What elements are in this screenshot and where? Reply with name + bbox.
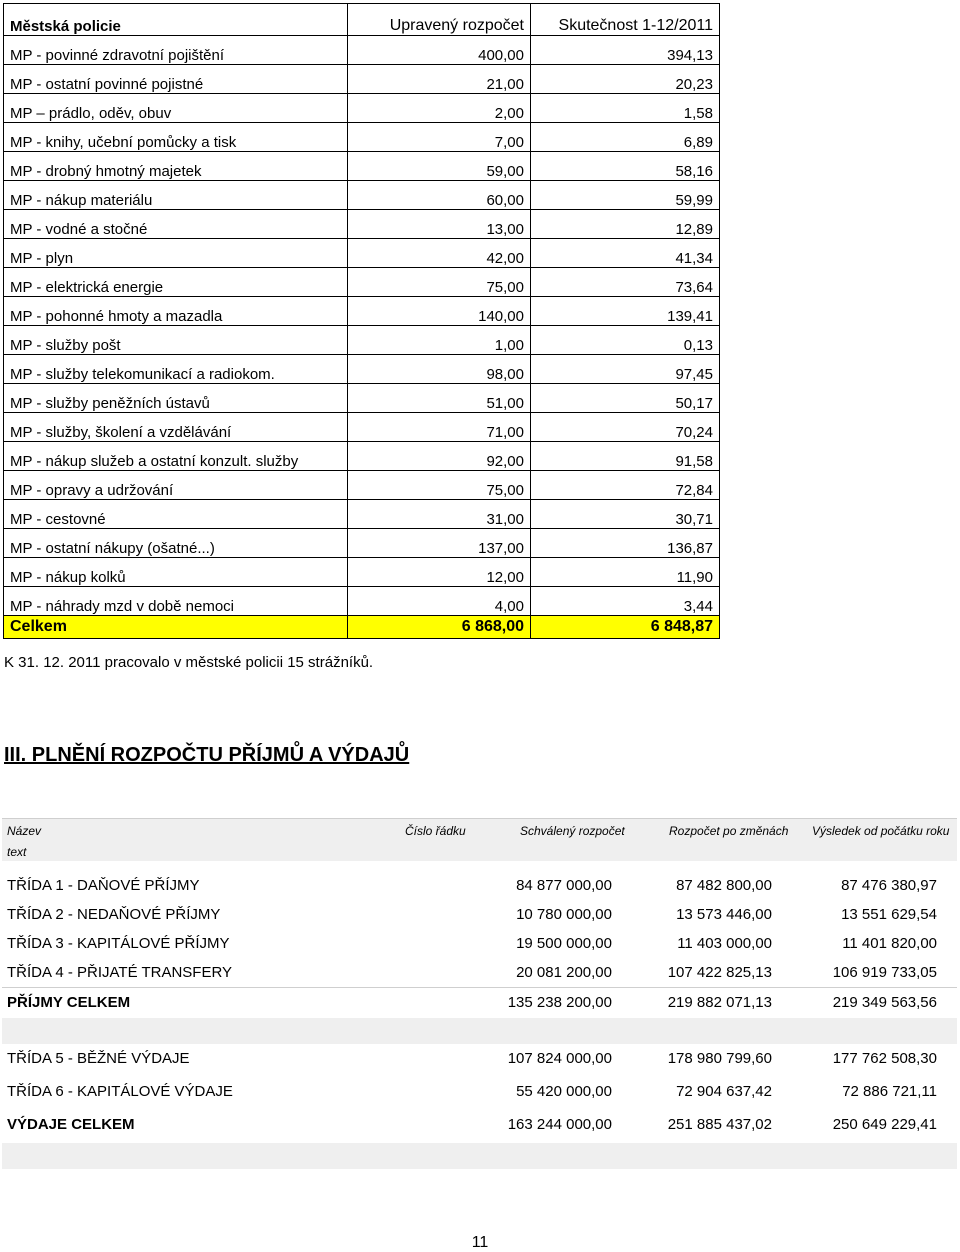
result-value: 106 919 733,05 xyxy=(832,964,937,981)
item-label: MP - nákup materiálu xyxy=(4,181,348,210)
col-approved: Schválený rozpočet xyxy=(520,824,625,838)
approved-value: 20 081 200,00 xyxy=(516,964,612,981)
table-row xyxy=(4,268,720,297)
row-label: TŘÍDA 3 - KAPITÁLOVÉ PŘÍJMY xyxy=(7,935,230,952)
list-item xyxy=(2,871,957,900)
result-value: 177 762 508,30 xyxy=(832,1050,937,1067)
table-row xyxy=(4,442,720,471)
budget-value: 1,00 xyxy=(348,326,531,355)
actual-value: 0,13 xyxy=(531,326,720,355)
item-label: MP - pohonné hmoty a mazadla xyxy=(4,297,348,326)
row-label: TŘÍDA 5 - BĚŽNÉ VÝDAJE xyxy=(7,1050,190,1067)
list-item xyxy=(2,1044,957,1077)
item-label: MP - náhrady mzd v době nemoci xyxy=(4,587,348,616)
approved-value: 84 877 000,00 xyxy=(516,877,612,894)
after-changes-value: 13 573 446,00 xyxy=(676,906,772,923)
budget-value: 12,00 xyxy=(348,558,531,587)
table-row xyxy=(4,36,720,65)
col-name: Název xyxy=(7,824,42,838)
table-row xyxy=(4,152,720,181)
table-row xyxy=(4,500,720,529)
table-row xyxy=(4,355,720,384)
actual-value: 6 848,87 xyxy=(531,616,720,639)
budget-value: 137,00 xyxy=(348,529,531,558)
actual-value: 139,41 xyxy=(531,297,720,326)
item-label: MP - plyn xyxy=(4,239,348,268)
actual-value: 50,17 xyxy=(531,384,720,413)
after-changes-value: 11 403 000,00 xyxy=(677,935,772,952)
income-rows xyxy=(2,871,957,987)
budget-value: 92,00 xyxy=(348,442,531,471)
budget-value: 51,00 xyxy=(348,384,531,413)
police-budget-table xyxy=(3,3,720,639)
row-label: VÝDAJE CELKEM xyxy=(7,1116,135,1133)
col-after-changes: Rozpočet po změnách xyxy=(669,824,789,838)
result-value: 87 476 380,97 xyxy=(841,877,937,894)
item-label: MP - drobný hmotný majetek xyxy=(4,152,348,181)
table-row xyxy=(4,529,720,558)
item-label: MP - služby peněžních ústavů xyxy=(4,384,348,413)
table-row xyxy=(4,297,720,326)
table-row xyxy=(4,239,720,268)
row-label: TŘÍDA 6 - KAPITÁLOVÉ VÝDAJE xyxy=(7,1083,233,1100)
item-label: MP - opravy a udržování xyxy=(4,471,348,500)
item-label: MP - elektrická energie xyxy=(4,268,348,297)
budget-report xyxy=(2,818,957,1169)
actual-value: Skutečnost 1-12/2011 xyxy=(531,4,720,36)
actual-value: 91,58 xyxy=(531,442,720,471)
table-row xyxy=(4,123,720,152)
actual-value: 6,89 xyxy=(531,123,720,152)
budget-value: 2,00 xyxy=(348,94,531,123)
actual-value: 1,58 xyxy=(531,94,720,123)
item-label: MP – prádlo, oděv, obuv xyxy=(4,94,348,123)
actual-value: 30,71 xyxy=(531,500,720,529)
budget-value: 60,00 xyxy=(348,181,531,210)
budget-value: 59,00 xyxy=(348,152,531,181)
after-changes-value: 72 904 637,42 xyxy=(676,1083,772,1100)
result-value: 72 886 721,11 xyxy=(842,1083,937,1100)
item-label: MP - vodné a stočné xyxy=(4,210,348,239)
budget-value: 400,00 xyxy=(348,36,531,65)
after-changes-value: 107 422 825,13 xyxy=(667,964,772,981)
approved-value: 107 824 000,00 xyxy=(507,1050,612,1067)
after-changes-value: 87 482 800,00 xyxy=(676,877,772,894)
budget-value: Upravený rozpočet xyxy=(348,4,531,36)
budget-value: 42,00 xyxy=(348,239,531,268)
approved-value: 135 238 200,00 xyxy=(507,994,612,1011)
item-label: MP - ostatní povinné pojistné xyxy=(4,65,348,94)
row-label: TŘÍDA 1 - DAŇOVÉ PŘÍJMY xyxy=(7,877,200,894)
budget-value: 7,00 xyxy=(348,123,531,152)
item-label: MP - služby, školení a vzdělávání xyxy=(4,413,348,442)
staff-note: K 31. 12. 2011 pracovalo v městské policii 15 strážníků. xyxy=(4,654,374,671)
actual-value: 11,90 xyxy=(531,558,720,587)
table-header-row xyxy=(4,4,720,36)
total-row xyxy=(2,988,957,1018)
item-label: MP - ostatní nákupy (ošatné...) xyxy=(4,529,348,558)
after-changes-value: 251 885 437,02 xyxy=(667,1116,772,1133)
budget-value: 98,00 xyxy=(348,355,531,384)
total-row xyxy=(2,1110,957,1143)
result-value: 13 551 629,54 xyxy=(841,906,937,923)
list-item xyxy=(2,1077,957,1110)
col-row-no: Číslo řádku xyxy=(405,824,466,838)
table-row xyxy=(4,326,720,355)
budget-value: 21,00 xyxy=(348,65,531,94)
after-changes-value: 178 980 799,60 xyxy=(667,1050,772,1067)
col-result: Výsledek od počátku roku xyxy=(812,824,950,838)
table-row xyxy=(4,587,720,616)
total-row xyxy=(4,616,720,639)
item-label: MP - nákup služeb a ostatní konzult. služby xyxy=(4,442,348,471)
report-header xyxy=(2,818,957,861)
actual-value: 59,99 xyxy=(531,181,720,210)
actual-value: 41,34 xyxy=(531,239,720,268)
expense-total-row xyxy=(2,1110,957,1143)
table-row xyxy=(4,413,720,442)
item-label: MP - povinné zdravotní pojištění xyxy=(4,36,348,65)
budget-value: 75,00 xyxy=(348,471,531,500)
result-value: 219 349 563,56 xyxy=(832,994,937,1011)
budget-value: 31,00 xyxy=(348,500,531,529)
actual-value: 70,24 xyxy=(531,413,720,442)
actual-value: 20,23 xyxy=(531,65,720,94)
table-row xyxy=(4,384,720,413)
actual-value: 3,44 xyxy=(531,587,720,616)
actual-value: 72,84 xyxy=(531,471,720,500)
actual-value: 394,13 xyxy=(531,36,720,65)
budget-value: 140,00 xyxy=(348,297,531,326)
after-changes-value: 219 882 071,13 xyxy=(667,994,772,1011)
budget-value: 75,00 xyxy=(348,268,531,297)
item-label: MP - služby telekomunikací a radiokom. xyxy=(4,355,348,384)
approved-value: 163 244 000,00 xyxy=(507,1116,612,1133)
budget-value: 13,00 xyxy=(348,210,531,239)
list-item xyxy=(2,929,957,958)
row-label: TŘÍDA 2 - NEDAŇOVÉ PŘÍJMY xyxy=(7,906,221,923)
col-name-sub: text xyxy=(7,845,27,859)
table-row xyxy=(4,471,720,500)
actual-value: 73,64 xyxy=(531,268,720,297)
item-label: MP - cestovné xyxy=(4,500,348,529)
result-value: 250 649 229,41 xyxy=(832,1116,937,1133)
budget-value: 71,00 xyxy=(348,413,531,442)
actual-value: 97,45 xyxy=(531,355,720,384)
item-label: Celkem xyxy=(4,616,348,639)
actual-value: 58,16 xyxy=(531,152,720,181)
section-heading: III. PLNĚNÍ ROZPOČTU PŘÍJMŮ A VÝDAJŮ xyxy=(4,744,410,766)
expense-rows xyxy=(2,1044,957,1110)
page-number: 11 xyxy=(471,1234,489,1251)
list-item xyxy=(2,958,957,987)
actual-value: 136,87 xyxy=(531,529,720,558)
item-label: MP - nákup kolků xyxy=(4,558,348,587)
table-row xyxy=(4,94,720,123)
approved-value: 10 780 000,00 xyxy=(516,906,612,923)
table-row xyxy=(4,210,720,239)
item-label: Městská policie xyxy=(4,4,348,36)
item-label: MP - služby pošt xyxy=(4,326,348,355)
result-value: 11 401 820,00 xyxy=(842,935,937,952)
approved-value: 55 420 000,00 xyxy=(516,1083,612,1100)
budget-value: 6 868,00 xyxy=(348,616,531,639)
budget-value: 4,00 xyxy=(348,587,531,616)
table-row xyxy=(4,65,720,94)
table-row xyxy=(4,558,720,587)
actual-value: 12,89 xyxy=(531,210,720,239)
list-item xyxy=(2,900,957,929)
row-label: PŘÍJMY CELKEM xyxy=(7,994,131,1011)
row-label: TŘÍDA 4 - PŘIJATÉ TRANSFERY xyxy=(7,964,233,981)
item-label: MP - knihy, učební pomůcky a tisk xyxy=(4,123,348,152)
income-total-row xyxy=(2,988,957,1018)
approved-value: 19 500 000,00 xyxy=(516,935,612,952)
table-row xyxy=(4,181,720,210)
